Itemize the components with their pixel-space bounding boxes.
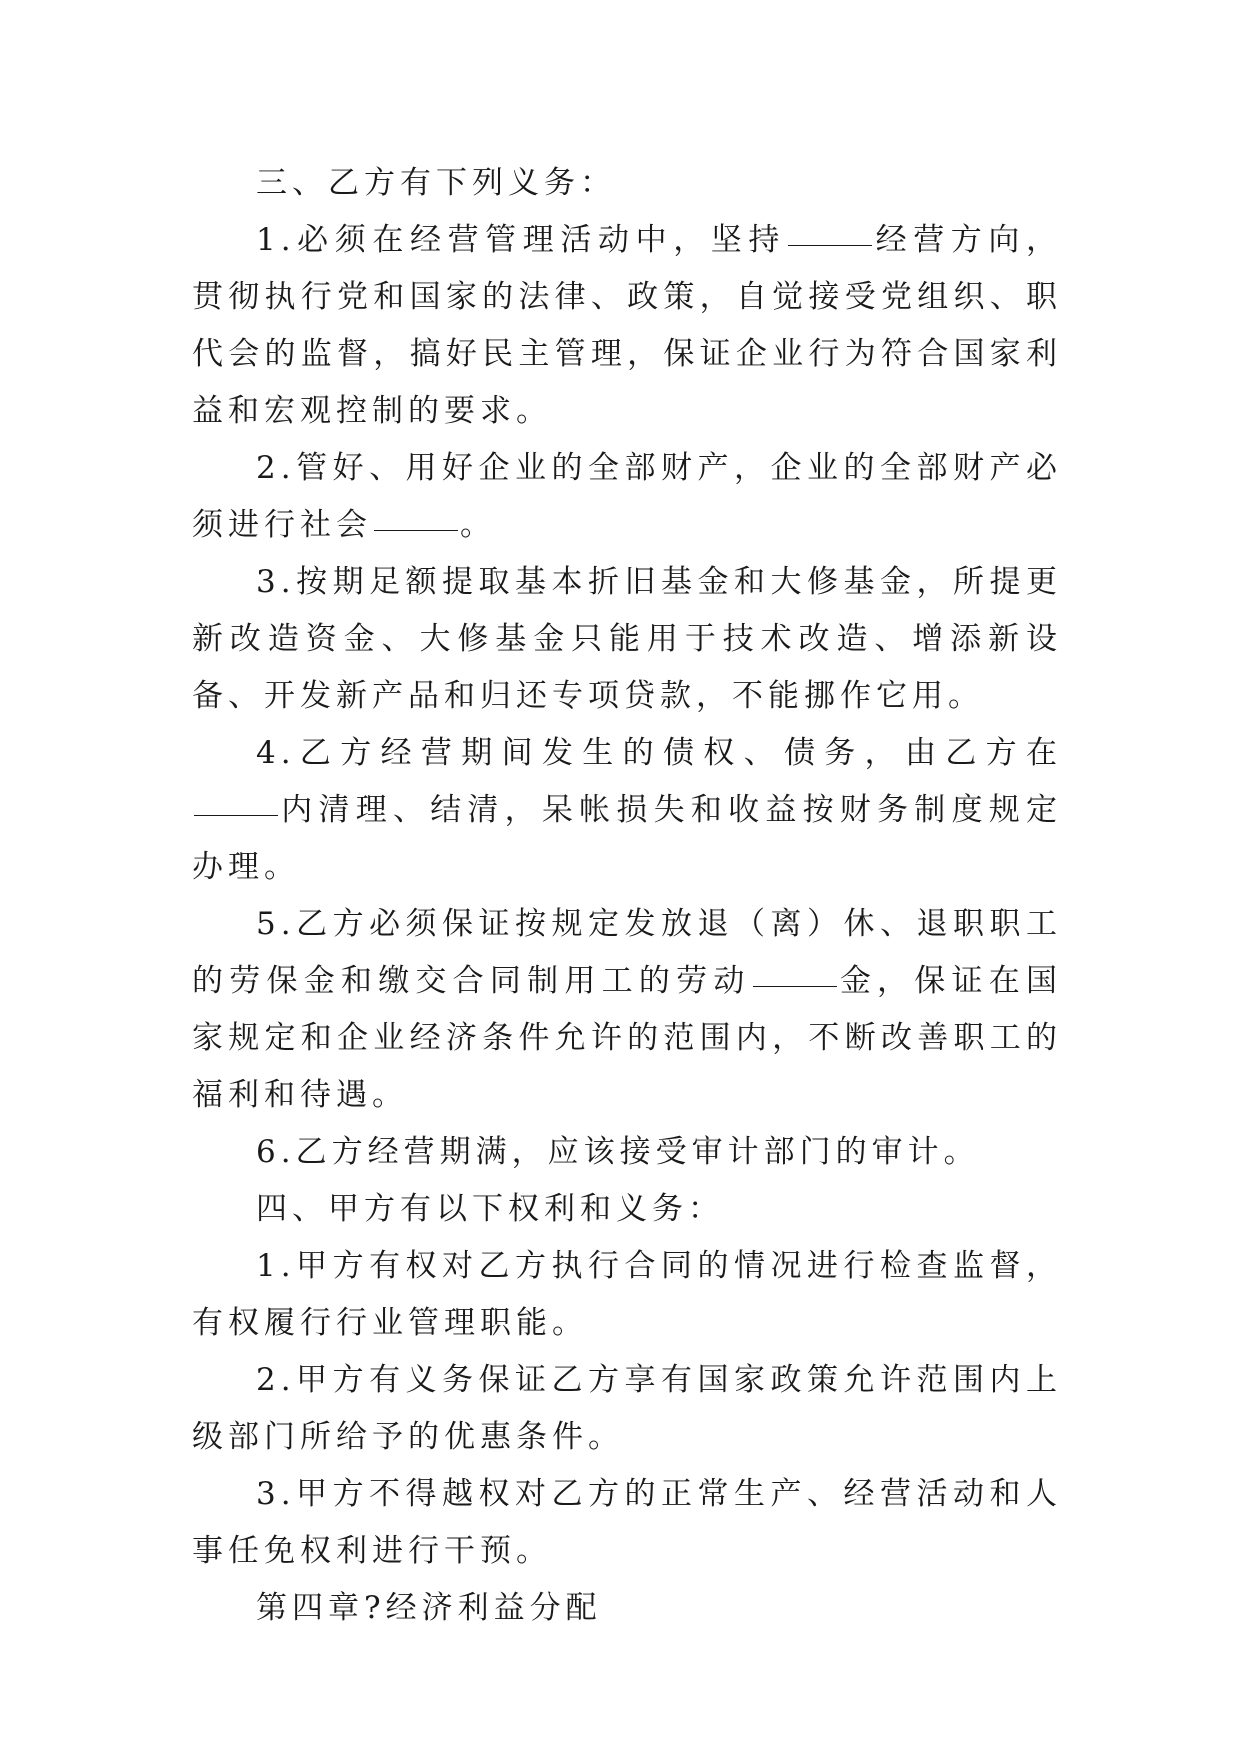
obligation-1-text-a: 1.必须在经营管理活动中，坚持 (256, 222, 786, 258)
document-body (192, 155, 1062, 1637)
party-a-item-3-paragraph: 3.甲方不得越权对乙方的正常生产、经营活动和人事任免权利进行干预。 (192, 1476, 1062, 1569)
fill-in-blank (374, 529, 458, 531)
obligation-2-text-b: 。 (460, 507, 496, 543)
obligation-2-text-a: 2.管好、用好企业的全部财产，企业的全部财产必须进行社会 (192, 450, 1062, 543)
fill-in-blank (753, 985, 837, 987)
obligation-5-text-a: 5.乙方必须保证按规定发放退（离）休、退职职工的劳保金和缴交合同制用工的劳动 (192, 906, 1062, 999)
obligation-4-text-b: 内清理、结清，呆帐损失和收益按财务制度规定办理。 (192, 792, 1062, 885)
fill-in-blank (194, 814, 278, 816)
obligation-5-paragraph (192, 896, 1062, 1124)
chapter-4-heading: 第四章?经济利益分配 (256, 1590, 602, 1626)
obligation-1-paragraph (192, 212, 1062, 440)
section-3-heading: 三、乙方有下列义务： (256, 165, 616, 201)
obligation-5-text-b: 金，保证在国家规定和企业经济条件允许的范围内，不断改善职工的福利和待遇。 (192, 963, 1063, 1113)
obligation-4-paragraph (192, 725, 1062, 896)
obligation-3-paragraph: 3.按期足额提取基本折旧基金和大修基金，所提更新改造资金、大修基金只能用于技术改造、增添新设备、开发新产品和归还专项贷款，不能挪作它用。 (192, 564, 1062, 714)
party-a-item-2-paragraph: 2.甲方有义务保证乙方享有国家政策允许范围内上级部门所给予的优惠条件。 (192, 1362, 1062, 1455)
section-4-heading: 四、甲方有以下权利和义务： (256, 1191, 724, 1227)
obligation-6-paragraph: 6.乙方经营期满，应该接受审计部门的审计。 (256, 1134, 980, 1170)
obligation-1-text-b: 经营方向，贯彻执行党和国家的法律、政策，自觉接受党组织、职代会的监督，搞好民主管理，保证企业行为符合国家利益和宏观控制的要求。 (192, 222, 1063, 429)
fill-in-blank (788, 244, 872, 246)
obligation-4-text-a: 4.乙方经营期间发生的债权、债务，由乙方在 (256, 735, 1062, 771)
party-a-item-1-paragraph: 1.甲方有权对乙方执行合同的情况进行检查监督，有权履行行业管理职能。 (192, 1248, 1062, 1341)
obligation-2-paragraph (192, 440, 1062, 554)
